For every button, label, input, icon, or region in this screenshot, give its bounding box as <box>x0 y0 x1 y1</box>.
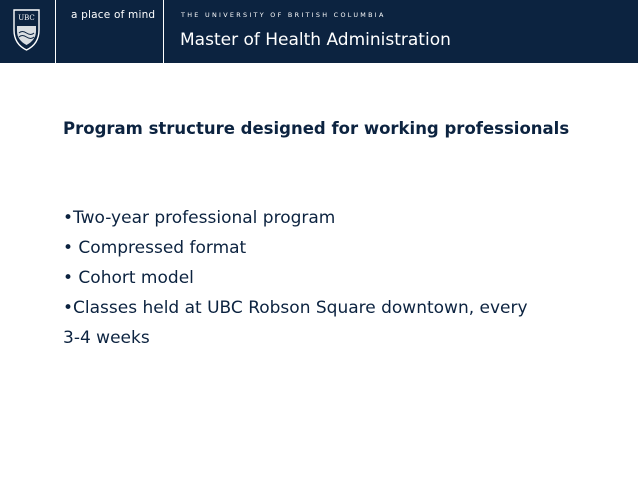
header-divider <box>163 0 164 63</box>
tagline: a place of mind <box>71 9 156 21</box>
header-divider <box>55 0 56 63</box>
university-name: THE UNIVERSITY OF BRITISH COLUMBIA <box>181 11 386 19</box>
svg-text:UBC: UBC <box>18 14 35 22</box>
slide-header <box>0 0 638 63</box>
slide-heading: Program structure designed for working professionals <box>63 119 570 138</box>
list-item: • Cohort model <box>63 268 194 288</box>
program-title: Master of Health Administration <box>180 30 451 50</box>
list-item: •Classes held at UBC Robson Square downtown, every <box>63 298 528 318</box>
list-item: • Compressed format <box>63 238 247 258</box>
list-item: •Two-year professional program <box>63 208 336 228</box>
ubc-logo <box>0 0 53 63</box>
ubc-crest-icon <box>0 0 53 63</box>
list-item: 3-4 weeks <box>63 328 150 348</box>
bullet-list <box>63 203 583 353</box>
